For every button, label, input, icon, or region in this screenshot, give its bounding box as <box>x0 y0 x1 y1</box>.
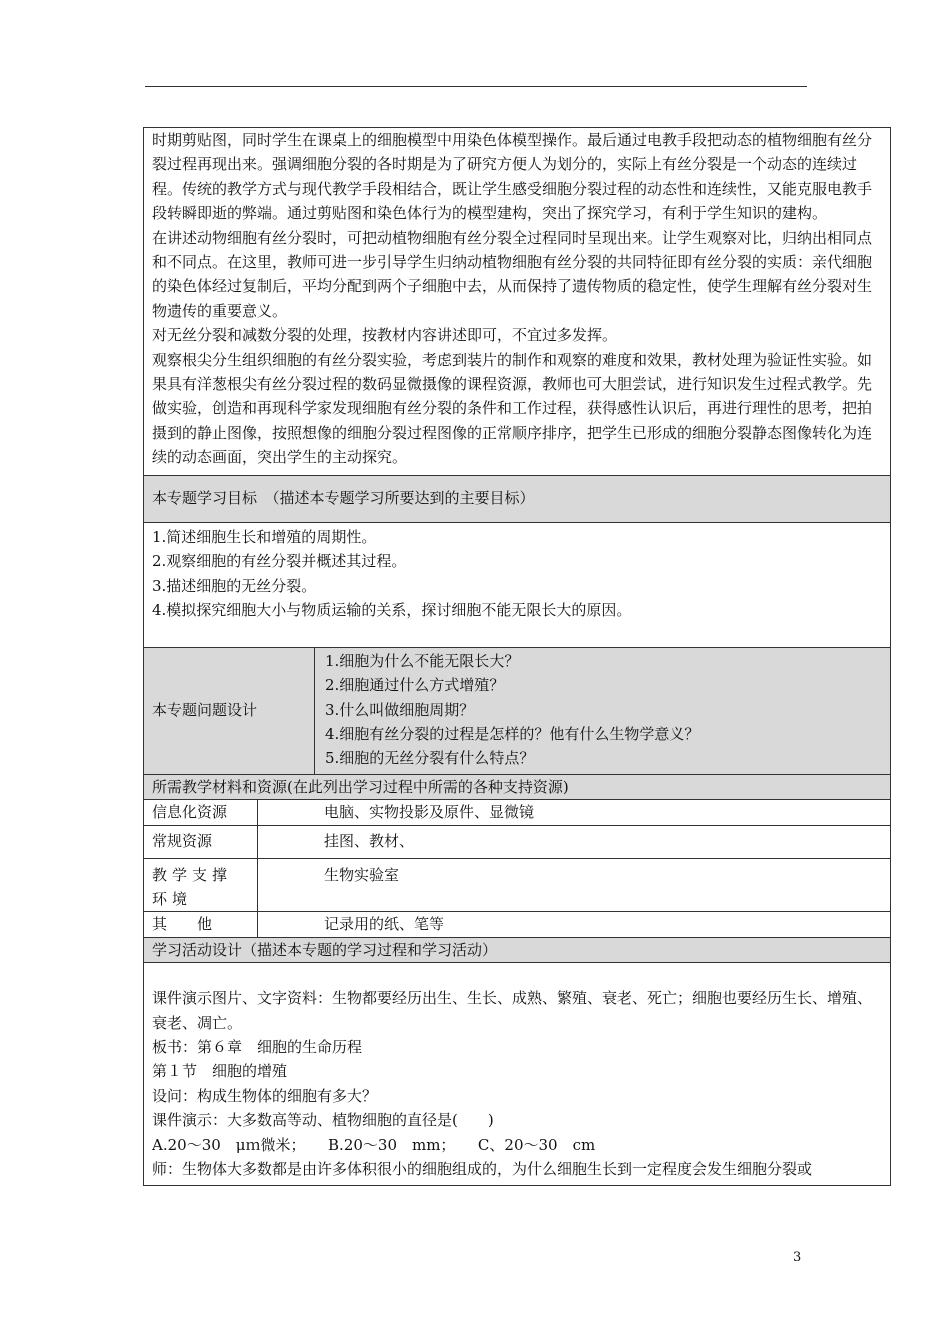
lesson-plan-table <box>143 127 891 1186</box>
activity-line: A.20～30 μｍ微米； B.20～30 mm； C、20～30 cm <box>152 1135 596 1154</box>
objectives-cell <box>144 522 891 647</box>
objectives-header-row <box>144 475 891 522</box>
objectives-header: 本专题学习目标 （描述本专题学习所要达到的主要目标） <box>144 475 891 522</box>
resource-row <box>144 858 891 912</box>
objective-item: 1.简述细胞生长和增殖的周期性。 <box>152 527 377 546</box>
intro-cell <box>144 128 891 476</box>
intro-paragraph: 时期剪贴图，同时学生在课桌上的细胞模型中用染色体模型操作。最后通过电教手段把动态的植物细胞有丝分裂过程再现出来。强调细胞分裂的各时期是为了研究方便人为划分的，实际上有丝分裂是一个动态的连续过程。传统的教学方式与现代教学手段相结合，既让学生感受细胞分裂过程的动态性和连续性，又能克服电教手段转瞬即逝的弊端。通过剪贴图和染色体行为的模型建构，突出了探究学习，有利于学生知识的建构。 <box>152 131 873 223</box>
header-rule <box>145 86 807 87</box>
activity-line: 课件演示图片、文字资料：生物都要经历出生、生长、成熟、繁殖、衰老、死亡；细胞也要经历生长、增殖、衰老、凋亡。 <box>152 989 873 1032</box>
questions-label: 本专题问题设计 <box>144 647 315 774</box>
intro-paragraph: 对无丝分裂和减数分裂的处理，按教材内容讲述即可，不宜过多发挥。 <box>152 326 618 345</box>
objectives-row <box>144 522 891 647</box>
resource-row <box>144 800 891 825</box>
resource-value: 生物实验室 <box>258 858 891 912</box>
activity-line: 第１节 细胞的增殖 <box>152 1062 288 1081</box>
resources-header: 所需教学材料和资源(在此列出学习过程中所需的各种支持资源) <box>144 774 891 799</box>
activities-cell <box>144 963 891 1186</box>
intro-paragraph: 在讲述动物细胞有丝分裂时，可把动植物细胞有丝分裂全过程同时呈现出来。让学生观察对比，归纳出相同点和不同点。在这里，教师可进一步引导学生归纳动植物细胞有丝分裂的共同特征即有丝分裂的实质：亲代细胞的染色体经过复制后，平均分配到两个子细胞中去，从而保持了遗传物质的稳定性，使学生理解有丝分裂对生物遗传的重要意义。 <box>152 228 873 320</box>
resources-header-row <box>144 774 891 799</box>
resource-label: 常规资源 <box>144 825 258 858</box>
resource-value: 记录用的纸、笔等 <box>258 912 891 937</box>
objective-item: 3.描述细胞的无丝分裂。 <box>152 576 317 595</box>
questions-cell <box>315 647 891 774</box>
questions-row <box>144 647 891 774</box>
intro-paragraph: 观察根尖分生组织细胞的有丝分裂实验，考虑到装片的制作和观察的难度和效果，教材处理为验证性实验。如果具有洋葱根尖有丝分裂过程的数码显微摄像的课程资源，教师也可大胆尝试，进行知识发生过程式教学。先做实验，创造和再现科学家发现细胞有丝分裂的条件和工作过程，获得感性认识后，再进行理性的思考，把拍摄到的静止图像，按照想像的细胞分裂过程图像的正常顺序排序，把学生已形成的细胞分裂静态图像转化为连续的动态画面，突出学生的主动探究。 <box>152 350 873 467</box>
activities-row <box>144 963 891 1186</box>
objective-item: 2.观察细胞的有丝分裂并概述其过程。 <box>152 552 407 571</box>
page-number: 3 <box>793 1250 802 1265</box>
question-item: 3.什么叫做细胞周期？ <box>325 700 475 719</box>
activities-header: 学习活动设计（描述本专题的学习过程和学习活动） <box>144 937 891 962</box>
activity-line: 课件演示：大多数高等动、植物细胞的直径是( ) <box>152 1111 494 1130</box>
resource-value: 挂图、教材、 <box>258 825 891 858</box>
question-item: 2.细胞通过什么方式增殖？ <box>325 676 505 695</box>
resource-row <box>144 825 891 858</box>
resource-label: 其 他 <box>144 912 258 937</box>
activity-line: 板书：第６章 细胞的生命历程 <box>152 1037 363 1056</box>
question-item: 1.细胞为什么不能无限长大？ <box>325 651 520 670</box>
resource-label: 教学支撑环境 <box>144 858 258 912</box>
objective-item: 4.模拟探究细胞大小与物质运输的关系，探讨细胞不能无限长大的原因。 <box>152 600 632 619</box>
resource-row <box>144 912 891 937</box>
resource-label: 信息化资源 <box>144 800 258 825</box>
resource-value: 电脑、实物投影及原件、显微镜 <box>258 800 891 825</box>
intro-row <box>144 128 891 476</box>
activities-header-row <box>144 937 891 962</box>
activity-line: 师：生物体大多数都是由许多体积很小的细胞组成的，为什么细胞生长到一定程度会发生细胞分裂或 <box>152 1159 813 1178</box>
activity-line: 设问：构成生物体的细胞有多大？ <box>152 1086 378 1105</box>
question-item: 5.细胞的无丝分裂有什么特点？ <box>325 749 535 768</box>
question-item: 4.细胞有丝分裂的过程是怎样的？他有什么生物学意义？ <box>325 724 700 743</box>
